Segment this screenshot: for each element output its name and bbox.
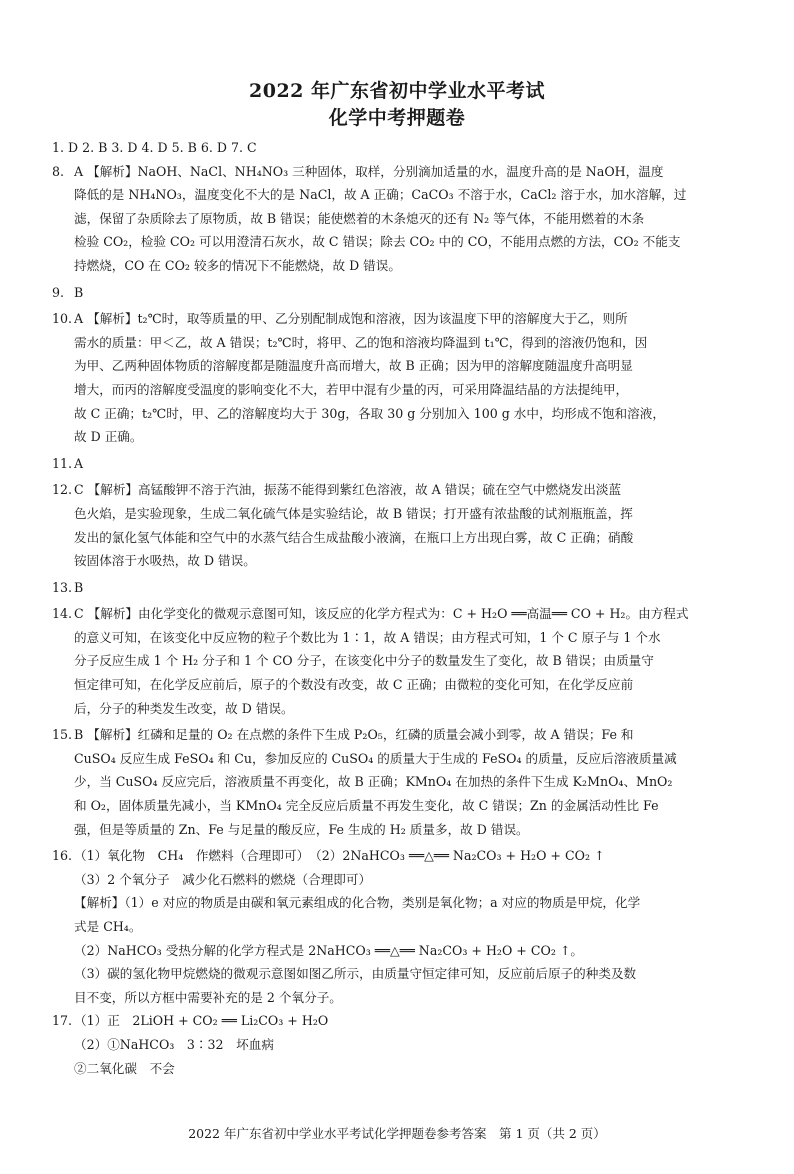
analysis-line: （3）碳的氢化物甲烷燃烧的微观示意图如图乙所示，由质量守恒定律可知，反应前后原子的种类及数 — [74, 966, 637, 982]
question-number: 14. — [52, 606, 73, 622]
analysis-line: 目不变，所以方框中需要补充的是 2 个氧分子。 — [74, 989, 342, 1005]
answer-9 — [52, 281, 760, 305]
document-title: 2022 年广东省初中学业水平考试 — [249, 80, 545, 102]
answer-line: C 【解析】由化学变化的微观示意图可知，该反应的化学方程式为：C + H₂O ══高温══ CO + H₂。由方程式 — [74, 606, 689, 622]
answer-11 — [52, 452, 760, 476]
answer-line: 降低的是 NH₄NO₃，温度变化不大的是 NaCl，故 A 正确；CaCO₃ 不溶于水，CaCl₂ 溶于水，加水溶解，过 — [74, 187, 687, 203]
answer-line: 后，分子的种类发生改变，故 D 错误。 — [74, 700, 294, 716]
answer-body — [52, 136, 760, 1080]
answer-line: 和 O₂，固体质量先减小，当 KMnO₄ 完全反应后质量不再发生变化，故 C 错误；Zn 的金属活动性比 Fe — [74, 798, 659, 814]
answer-line: 恒定律可知，在化学反应前后，原子的个数没有改变，故 C 正确；由微粒的变化可知，在化学反应前 — [74, 677, 634, 693]
answer-line: CuSO₄ 反应生成 FeSO₄ 和 Cu，参加反应的 CuSO₄ 的质量大于生成的 FeSO₄ 的质量，反应后溶液质量减 — [74, 750, 677, 766]
analysis-line: 式是 CH₄。 — [74, 919, 142, 934]
question-number: 15. — [52, 727, 73, 743]
answer-line: A 【解析】t₂℃时，取等质量的甲、乙分别配制成饱和溶液，因为该温度下甲的溶解度大于乙，则所 — [74, 311, 628, 327]
analysis-line: 【解析】（1）e 对应的物质是由碳和氧元素组成的化合物，类别是氧化物；a 对应的物质是甲烷，化学 — [74, 895, 641, 911]
answer-line: A — [74, 455, 84, 471]
answer-line: 为甲、乙两种固体物质的溶解度都是随温度升高而增大，故 B 正确；因为甲的溶解度随温度升高明显 — [74, 358, 633, 374]
answer-line: 故 D 正确。 — [74, 429, 143, 445]
answer-line: 铵固体溶于水吸热，故 D 错误。 — [74, 553, 256, 569]
answer-12 — [52, 478, 760, 572]
answer-line: 持燃烧，CO 在 CO₂ 较多的情况下不能燃烧，故 D 错误。 — [74, 257, 401, 273]
answer-line: 少，当 CuSO₄ 反应完后，溶液质量不再变化，故 B 正确；KMnO₄ 在加热的条件下生成 K₂MnO₄、MnO₂ — [74, 774, 673, 790]
question-number: 16. — [52, 848, 73, 864]
question-number: 8. — [52, 163, 65, 179]
answer-14 — [52, 602, 760, 720]
answer-line: 滤，保留了杂质除去了原物质，故 B 错误；能使燃着的木条熄灭的还有 N₂ 等气体，不能用燃着的木条 — [74, 210, 645, 226]
question-number: 12. — [52, 482, 73, 498]
answer-line: （1）正 2LiOH + CO₂ ══ Li₂CO₃ + H₂O — [74, 1013, 329, 1029]
answer-16 — [52, 844, 760, 891]
analysis-line: （2）NaHCO₃ 受热分解的化学方程式是 2NaHCO₃ ══△══ Na₂CO₃ + H₂O + CO₂ ↑。 — [74, 942, 584, 958]
question-number: 17. — [52, 1013, 73, 1029]
answer-15 — [52, 723, 760, 841]
answer-line: 增大，而丙的溶解度受温度的影响变化不大，若甲中混有少量的丙，可采用降温结晶的方法提纯甲， — [74, 381, 629, 397]
answer-line: 检验 CO₂，检验 CO₂ 可以用澄清石灰水，故 C 错误；除去 CO₂ 中的 CO，不能用点燃的方法，CO₂ 不能支 — [74, 234, 681, 250]
answer-line: （2）①NaHCO₃ 3∶32 坏血病 — [74, 1036, 274, 1052]
answer-line: A 【解析】NaOH、NaCl、NH₄NO₃ 三种固体，取样，分别滴加适量的水，温度升高的是 NaOH，温度 — [74, 163, 664, 179]
analysis-16 — [52, 891, 760, 1009]
answer-17 — [52, 1009, 760, 1080]
answer-line: （1）氧化物 CH₄ 作燃料（合理即可） （2）2NaHCO₃ ══△══ Na₂CO₃ + H₂O + CO₂ ↑ — [74, 848, 605, 864]
answer-line: 发出的氯化氢气体能和空气中的水蒸气结合生成盐酸小液滴，在瓶口上方出现白雾，故 C 正确；硝酸 — [74, 529, 634, 545]
page-footer: 2022 年广东省初中学业水平考试化学押题卷参考答案 第 1 页（共 2 页） — [188, 1126, 606, 1141]
answer-line: 故 C 正确；t₂℃时，甲、乙的溶解度均大于 30g，各取 30 g 分别加入 100 g 水中，均形成不饱和溶液， — [74, 405, 665, 421]
answer-10 — [52, 307, 760, 449]
answer-line: ②二氧化碳 不会 — [74, 1060, 175, 1076]
answer-line: C 【解析】高锰酸钾不溶于汽油，振荡不能得到紫红色溶液，故 A 错误；硫在空气中燃烧发出淡蓝 — [74, 482, 622, 498]
answer-line: （3）2 个氧分子 减少化石燃料的燃烧（合理即可） — [74, 871, 372, 887]
question-number: 10. — [52, 311, 73, 327]
answer-13 — [52, 576, 760, 600]
answers-1-7: 1. D 2. B 3. D 4. D 5. B 6. D 7. C — [52, 140, 257, 155]
answer-line: 色火焰，是实验现象，生成二氧化硫气体是实验结论，故 B 错误；打开盛有浓盐酸的试剂瓶瓶盖，挥 — [74, 505, 633, 521]
answer-line: B — [74, 579, 84, 595]
answer-line: 需水的质量：甲＜乙，故 A 错误；t₂℃时，将甲、乙的饱和溶液均降温到 t₁℃，得到的溶液仍饱和，因 — [74, 334, 648, 350]
question-number: 9. — [52, 284, 65, 300]
answer-line: B — [74, 284, 84, 300]
document-subtitle: 化学中考押题卷 — [328, 107, 466, 129]
answer-line: 的意义可知，在该变化中反应物的粒子个数比为 1∶1，故 A 错误；由方程式可知，1 个 C 原子与 1 个水 — [74, 629, 661, 645]
question-number: 11. — [52, 455, 73, 471]
answer-line: B 【解析】红磷和足量的 O₂ 在点燃的条件下生成 P₂O₅，红磷的质量会减小到零，故 A 错误；Fe 和 — [74, 727, 634, 743]
answer-8 — [52, 160, 760, 278]
answer-line: 分子反应生成 1 个 H₂ 分子和 1 个 CO 分子，在该变化中分子的数量发生了变化，故 B 错误；由质量守 — [74, 653, 654, 669]
question-number: 13. — [52, 579, 73, 595]
answer-line: 强，但是等质量的 Zn、Fe 与足量的酸反应，Fe 生成的 H₂ 质量多，故 D 错误。 — [74, 821, 529, 837]
